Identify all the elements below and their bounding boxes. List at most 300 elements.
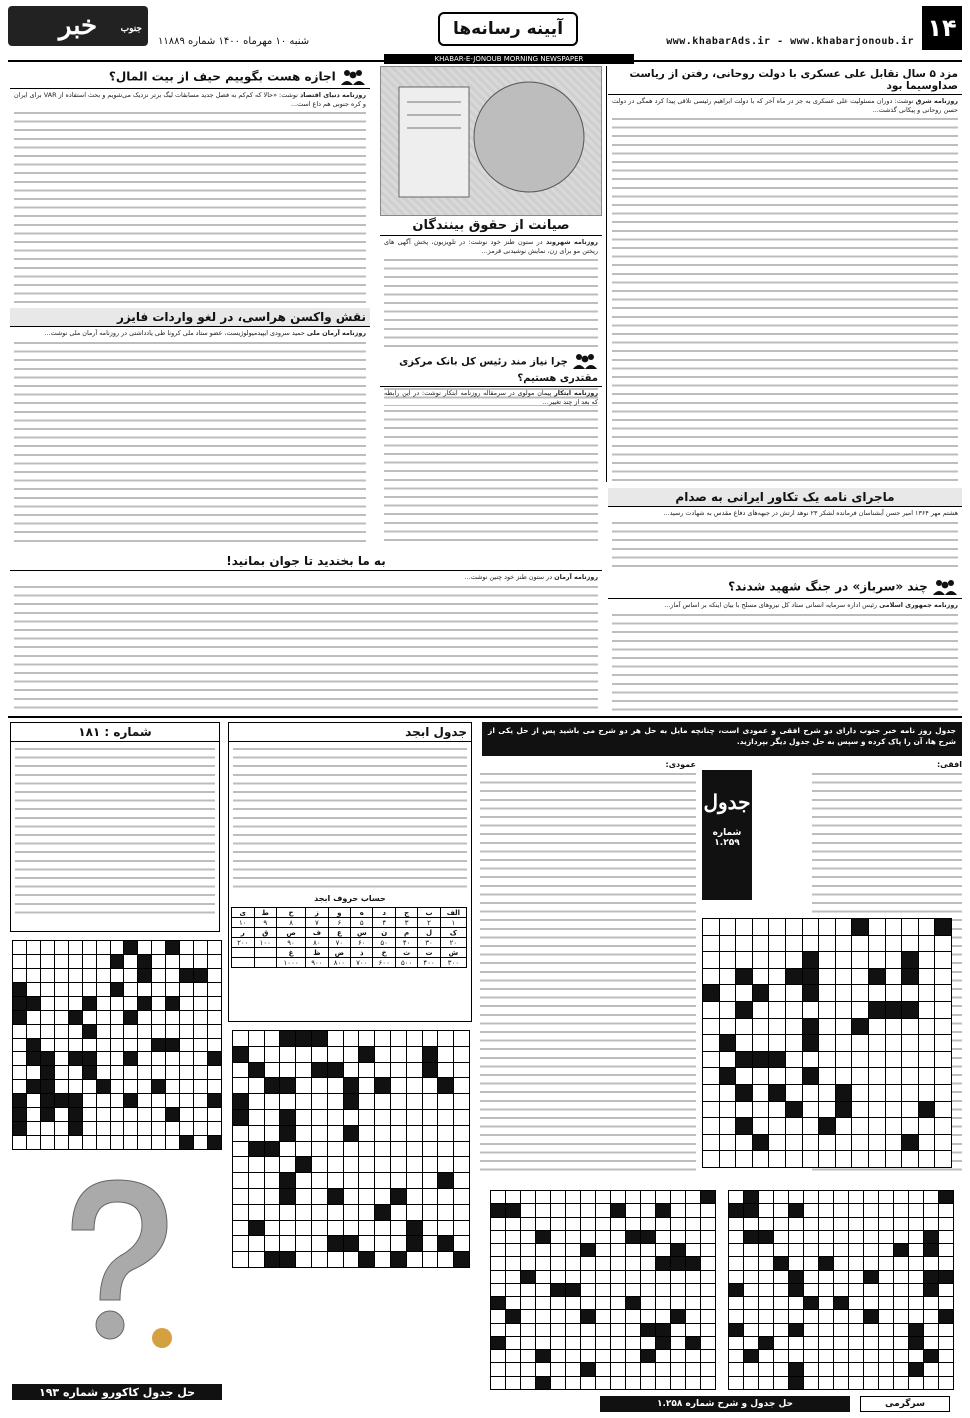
grid-cell[interactable] — [902, 1151, 918, 1167]
grid-cell[interactable] — [759, 1377, 773, 1389]
grid-cell[interactable] — [894, 1377, 908, 1389]
grid-cell[interactable] — [180, 1039, 193, 1052]
grid-cell[interactable] — [312, 1110, 327, 1125]
grid-cell[interactable] — [454, 1094, 469, 1109]
grid-cell[interactable] — [328, 1094, 343, 1109]
grid-cell[interactable] — [296, 1110, 311, 1125]
grid-cell[interactable] — [208, 1122, 221, 1135]
grid-cell[interactable] — [729, 1284, 743, 1296]
grid-cell[interactable] — [703, 1135, 719, 1151]
grid-cell[interactable] — [703, 1019, 719, 1035]
grid-cell[interactable] — [344, 1173, 359, 1188]
grid-cell[interactable] — [328, 1063, 343, 1078]
grid-cell[interactable] — [774, 1297, 788, 1309]
site-urls[interactable]: www.khabarAds.ir - www.khabarjonoub.ir — [666, 36, 914, 47]
grid-cell[interactable] — [786, 985, 802, 1001]
grid-cell[interactable] — [208, 1080, 221, 1093]
grid-cell[interactable] — [939, 1337, 953, 1349]
grid-cell[interactable] — [686, 1271, 700, 1283]
grid-cell[interactable] — [769, 1085, 785, 1101]
grid-cell[interactable] — [124, 1039, 137, 1052]
grid-cell[interactable] — [729, 1271, 743, 1283]
grid-cell[interactable] — [194, 1080, 207, 1093]
grid-cell[interactable] — [703, 969, 719, 985]
grid-cell[interactable] — [879, 1337, 893, 1349]
grid-cell[interactable] — [454, 1221, 469, 1236]
grid-cell[interactable] — [536, 1191, 550, 1203]
grid-cell[interactable] — [111, 1025, 124, 1038]
grid-cell[interactable] — [701, 1231, 715, 1243]
grid-cell[interactable] — [879, 1350, 893, 1362]
grid-cell[interactable] — [265, 1221, 280, 1236]
grid-cell[interactable] — [753, 1135, 769, 1151]
grid-cell[interactable] — [919, 1118, 935, 1134]
grid-cell[interactable] — [626, 1324, 640, 1336]
grid-cell[interactable] — [786, 1035, 802, 1051]
grid-cell[interactable] — [359, 1094, 374, 1109]
grid-cell[interactable] — [819, 1102, 835, 1118]
grid-cell[interactable] — [83, 983, 96, 996]
grid-cell[interactable] — [834, 1284, 848, 1296]
grid-cell[interactable] — [344, 1094, 359, 1109]
grid-cell[interactable] — [328, 1110, 343, 1125]
grid-cell[interactable] — [909, 1284, 923, 1296]
grid-cell[interactable] — [55, 1066, 68, 1079]
grid-cell[interactable] — [194, 983, 207, 996]
grid-cell[interactable] — [849, 1257, 863, 1269]
grid-cell[interactable] — [902, 919, 918, 935]
grid-cell[interactable] — [407, 1126, 422, 1141]
grid-cell[interactable] — [701, 1297, 715, 1309]
grid-cell[interactable] — [97, 983, 110, 996]
grid-cell[interactable] — [438, 1236, 453, 1251]
grid-cell[interactable] — [803, 985, 819, 1001]
grid-cell[interactable] — [924, 1191, 938, 1203]
grid-cell[interactable] — [789, 1363, 803, 1375]
grid-cell[interactable] — [819, 1310, 833, 1322]
grid-cell[interactable] — [686, 1363, 700, 1375]
grid-cell[interactable] — [328, 1142, 343, 1157]
grid-cell[interactable] — [744, 1377, 758, 1389]
grid-cell[interactable] — [879, 1377, 893, 1389]
grid-cell[interactable] — [736, 985, 752, 1001]
grid-cell[interactable] — [852, 952, 868, 968]
grid-cell[interactable] — [375, 1173, 390, 1188]
grid-cell[interactable] — [939, 1284, 953, 1296]
grid-cell[interactable] — [312, 1221, 327, 1236]
grid-cell[interactable] — [423, 1047, 438, 1062]
grid-cell[interactable] — [13, 941, 26, 954]
grid-cell[interactable] — [55, 1122, 68, 1135]
grid-cell[interactable] — [919, 1052, 935, 1068]
grid-cell[interactable] — [506, 1231, 520, 1243]
grid-cell[interactable] — [194, 1108, 207, 1121]
grid-cell[interactable] — [939, 1191, 953, 1203]
grid-cell[interactable] — [55, 969, 68, 982]
grid-cell[interactable] — [774, 1204, 788, 1216]
grid-cell[interactable] — [736, 1102, 752, 1118]
grid-cell[interactable] — [909, 1377, 923, 1389]
grid-cell[interactable] — [521, 1204, 535, 1216]
grid-cell[interactable] — [581, 1244, 595, 1256]
grid-cell[interactable] — [280, 1094, 295, 1109]
grid-cell[interactable] — [656, 1204, 670, 1216]
grid-cell[interactable] — [328, 1173, 343, 1188]
grid-cell[interactable] — [919, 919, 935, 935]
grid-cell[interactable] — [491, 1324, 505, 1336]
grid-cell[interactable] — [124, 1066, 137, 1079]
grid-cell[interactable] — [328, 1157, 343, 1172]
grid-cell[interactable] — [454, 1236, 469, 1251]
grid-cell[interactable] — [701, 1337, 715, 1349]
grid-cell[interactable] — [935, 952, 951, 968]
grid-cell[interactable] — [166, 955, 179, 968]
grid-cell[interactable] — [935, 936, 951, 952]
grid-cell[interactable] — [769, 1068, 785, 1084]
grid-cell[interactable] — [626, 1218, 640, 1230]
grid-cell[interactable] — [902, 985, 918, 1001]
grid-cell[interactable] — [194, 1122, 207, 1135]
grid-cell[interactable] — [97, 1136, 110, 1149]
grid-cell[interactable] — [166, 1094, 179, 1107]
grid-cell[interactable] — [641, 1244, 655, 1256]
grid-cell[interactable] — [280, 1063, 295, 1078]
grid-cell[interactable] — [83, 1108, 96, 1121]
grid-cell[interactable] — [194, 1011, 207, 1024]
grid-cell[interactable] — [804, 1218, 818, 1230]
grid-cell[interactable] — [886, 1085, 902, 1101]
grid-cell[interactable] — [919, 1085, 935, 1101]
grid-cell[interactable] — [124, 1025, 137, 1038]
grid-cell[interactable] — [344, 1252, 359, 1267]
grid-cell[interactable] — [753, 969, 769, 985]
grid-cell[interactable] — [753, 1151, 769, 1167]
grid-cell[interactable] — [312, 1078, 327, 1093]
grid-cell[interactable] — [438, 1189, 453, 1204]
grid-cell[interactable] — [97, 969, 110, 982]
grid-cell[interactable] — [344, 1221, 359, 1236]
grid-cell[interactable] — [312, 1063, 327, 1078]
grid-cell[interactable] — [391, 1189, 406, 1204]
grid-cell[interactable] — [744, 1257, 758, 1269]
grid-cell[interactable] — [879, 1271, 893, 1283]
grid-cell[interactable] — [611, 1244, 625, 1256]
grid-cell[interactable] — [438, 1047, 453, 1062]
grid-cell[interactable] — [536, 1218, 550, 1230]
grid-cell[interactable] — [935, 1002, 951, 1018]
grid-cell[interactable] — [803, 1002, 819, 1018]
grid-cell[interactable] — [834, 1310, 848, 1322]
grid-cell[interactable] — [521, 1284, 535, 1296]
grid-cell[interactable] — [551, 1271, 565, 1283]
grid-cell[interactable] — [521, 1297, 535, 1309]
grid-cell[interactable] — [703, 1085, 719, 1101]
grid-cell[interactable] — [454, 1110, 469, 1125]
grid-cell[interactable] — [902, 1052, 918, 1068]
grid-cell[interactable] — [774, 1257, 788, 1269]
grid-cell[interactable] — [834, 1257, 848, 1269]
grid-cell[interactable] — [69, 997, 82, 1010]
grid-cell[interactable] — [819, 1363, 833, 1375]
grid-cell[interactable] — [729, 1350, 743, 1362]
grid-cell[interactable] — [939, 1363, 953, 1375]
grid-cell[interactable] — [886, 1068, 902, 1084]
grid-cell[interactable] — [753, 985, 769, 1001]
grid-cell[interactable] — [879, 1284, 893, 1296]
grid-cell[interactable] — [344, 1205, 359, 1220]
grid-cell[interactable] — [521, 1191, 535, 1203]
grid-cell[interactable] — [919, 969, 935, 985]
grid-cell[interactable] — [819, 1324, 833, 1336]
grid-cell[interactable] — [111, 997, 124, 1010]
grid-cell[interactable] — [391, 1078, 406, 1093]
grid-cell[interactable] — [280, 1221, 295, 1236]
grid-cell[interactable] — [344, 1078, 359, 1093]
grid-cell[interactable] — [789, 1244, 803, 1256]
grid-cell[interactable] — [849, 1363, 863, 1375]
grid-cell[interactable] — [41, 1136, 54, 1149]
grid-cell[interactable] — [491, 1363, 505, 1375]
grid-cell[interactable] — [869, 936, 885, 952]
grid-cell[interactable] — [804, 1231, 818, 1243]
grid-cell[interactable] — [611, 1324, 625, 1336]
grid-cell[interactable] — [27, 1080, 40, 1093]
grid-cell[interactable] — [671, 1271, 685, 1283]
grid-cell[interactable] — [819, 1350, 833, 1362]
grid-cell[interactable] — [208, 941, 221, 954]
grid-cell[interactable] — [703, 952, 719, 968]
grid-cell[interactable] — [769, 1019, 785, 1035]
crossword-grid-main[interactable] — [702, 918, 952, 1168]
grid-cell[interactable] — [265, 1063, 280, 1078]
grid-cell[interactable] — [611, 1377, 625, 1389]
grid-cell[interactable] — [551, 1310, 565, 1322]
grid-cell[interactable] — [919, 1035, 935, 1051]
grid-cell[interactable] — [581, 1324, 595, 1336]
grid-cell[interactable] — [849, 1297, 863, 1309]
grid-cell[interactable] — [753, 1102, 769, 1118]
kakuro-grid[interactable] — [12, 940, 222, 1150]
grid-cell[interactable] — [233, 1094, 248, 1109]
crossword-grid-b[interactable] — [232, 1030, 470, 1268]
grid-cell[interactable] — [803, 1118, 819, 1134]
grid-cell[interactable] — [671, 1257, 685, 1269]
grid-cell[interactable] — [13, 1039, 26, 1052]
grid-cell[interactable] — [819, 1002, 835, 1018]
grid-cell[interactable] — [328, 1078, 343, 1093]
grid-cell[interactable] — [566, 1284, 580, 1296]
grid-cell[interactable] — [834, 1324, 848, 1336]
grid-cell[interactable] — [819, 1191, 833, 1203]
grid-cell[interactable] — [852, 936, 868, 952]
grid-cell[interactable] — [375, 1078, 390, 1093]
grid-cell[interactable] — [804, 1191, 818, 1203]
grid-cell[interactable] — [566, 1337, 580, 1349]
grid-cell[interactable] — [454, 1078, 469, 1093]
grid-cell[interactable] — [407, 1252, 422, 1267]
grid-cell[interactable] — [759, 1271, 773, 1283]
grid-cell[interactable] — [296, 1047, 311, 1062]
grid-cell[interactable] — [641, 1271, 655, 1283]
grid-cell[interactable] — [97, 1066, 110, 1079]
grid-cell[interactable] — [869, 1068, 885, 1084]
grid-cell[interactable] — [423, 1205, 438, 1220]
grid-cell[interactable] — [249, 1047, 264, 1062]
grid-cell[interactable] — [55, 1039, 68, 1052]
grid-cell[interactable] — [454, 1173, 469, 1188]
grid-cell[interactable] — [375, 1142, 390, 1157]
grid-cell[interactable] — [27, 1025, 40, 1038]
grid-cell[interactable] — [789, 1271, 803, 1283]
grid-cell[interactable] — [686, 1337, 700, 1349]
grid-cell[interactable] — [759, 1244, 773, 1256]
grid-cell[interactable] — [939, 1257, 953, 1269]
grid-cell[interactable] — [834, 1204, 848, 1216]
grid-cell[interactable] — [744, 1297, 758, 1309]
grid-cell[interactable] — [265, 1078, 280, 1093]
grid-cell[interactable] — [55, 955, 68, 968]
grid-cell[interactable] — [359, 1142, 374, 1157]
grid-cell[interactable] — [249, 1031, 264, 1046]
grid-cell[interactable] — [935, 1068, 951, 1084]
grid-cell[interactable] — [786, 1002, 802, 1018]
grid-cell[interactable] — [656, 1284, 670, 1296]
grid-cell[interactable] — [753, 952, 769, 968]
grid-cell[interactable] — [13, 1011, 26, 1024]
grid-cell[interactable] — [836, 1118, 852, 1134]
grid-cell[interactable] — [423, 1173, 438, 1188]
grid-cell[interactable] — [138, 969, 151, 982]
grid-cell[interactable] — [864, 1297, 878, 1309]
grid-cell[interactable] — [208, 983, 221, 996]
grid-cell[interactable] — [521, 1337, 535, 1349]
grid-cell[interactable] — [852, 919, 868, 935]
grid-cell[interactable] — [265, 1047, 280, 1062]
grid-cell[interactable] — [344, 1142, 359, 1157]
grid-cell[interactable] — [166, 997, 179, 1010]
grid-cell[interactable] — [729, 1257, 743, 1269]
grid-cell[interactable] — [375, 1221, 390, 1236]
grid-cell[interactable] — [909, 1257, 923, 1269]
grid-cell[interactable] — [69, 969, 82, 982]
grid-cell[interactable] — [312, 1031, 327, 1046]
grid-cell[interactable] — [438, 1157, 453, 1172]
grid-cell[interactable] — [166, 1122, 179, 1135]
grid-cell[interactable] — [312, 1094, 327, 1109]
grid-cell[interactable] — [720, 985, 736, 1001]
grid-cell[interactable] — [626, 1191, 640, 1203]
grid-cell[interactable] — [596, 1244, 610, 1256]
grid-cell[interactable] — [41, 1122, 54, 1135]
grid-cell[interactable] — [328, 1047, 343, 1062]
grid-cell[interactable] — [491, 1191, 505, 1203]
grid-cell[interactable] — [180, 1108, 193, 1121]
grid-cell[interactable] — [296, 1157, 311, 1172]
grid-cell[interactable] — [924, 1231, 938, 1243]
grid-cell[interactable] — [41, 1108, 54, 1121]
grid-cell[interactable] — [864, 1191, 878, 1203]
grid-cell[interactable] — [312, 1173, 327, 1188]
grid-cell[interactable] — [879, 1363, 893, 1375]
grid-cell[interactable] — [249, 1063, 264, 1078]
grid-cell[interactable] — [454, 1047, 469, 1062]
grid-cell[interactable] — [803, 919, 819, 935]
grid-cell[interactable] — [536, 1363, 550, 1375]
grid-cell[interactable] — [819, 985, 835, 1001]
grid-cell[interactable] — [138, 1080, 151, 1093]
grid-cell[interactable] — [819, 1244, 833, 1256]
grid-cell[interactable] — [759, 1231, 773, 1243]
grid-cell[interactable] — [671, 1191, 685, 1203]
grid-cell[interactable] — [41, 955, 54, 968]
grid-cell[interactable] — [551, 1363, 565, 1375]
grid-cell[interactable] — [581, 1310, 595, 1322]
grid-cell[interactable] — [249, 1126, 264, 1141]
grid-cell[interactable] — [375, 1189, 390, 1204]
grid-cell[interactable] — [701, 1324, 715, 1336]
grid-cell[interactable] — [849, 1350, 863, 1362]
grid-cell[interactable] — [296, 1142, 311, 1157]
grid-cell[interactable] — [265, 1157, 280, 1172]
grid-cell[interactable] — [729, 1218, 743, 1230]
grid-cell[interactable] — [744, 1324, 758, 1336]
grid-cell[interactable] — [166, 1136, 179, 1149]
grid-cell[interactable] — [13, 955, 26, 968]
grid-cell[interactable] — [894, 1191, 908, 1203]
grid-cell[interactable] — [864, 1377, 878, 1389]
grid-cell[interactable] — [759, 1363, 773, 1375]
grid-cell[interactable] — [13, 1080, 26, 1093]
grid-cell[interactable] — [789, 1350, 803, 1362]
grid-cell[interactable] — [641, 1297, 655, 1309]
grid-cell[interactable] — [344, 1047, 359, 1062]
grid-cell[interactable] — [391, 1031, 406, 1046]
grid-cell[interactable] — [491, 1377, 505, 1389]
grid-cell[interactable] — [438, 1126, 453, 1141]
grid-cell[interactable] — [902, 952, 918, 968]
grid-cell[interactable] — [208, 955, 221, 968]
grid-cell[interactable] — [596, 1231, 610, 1243]
grid-cell[interactable] — [803, 1135, 819, 1151]
grid-cell[interactable] — [935, 1035, 951, 1051]
grid-cell[interactable] — [819, 919, 835, 935]
grid-cell[interactable] — [152, 983, 165, 996]
grid-cell[interactable] — [803, 1085, 819, 1101]
grid-cell[interactable] — [454, 1205, 469, 1220]
grid-cell[interactable] — [166, 941, 179, 954]
grid-cell[interactable] — [359, 1221, 374, 1236]
grid-cell[interactable] — [886, 969, 902, 985]
grid-cell[interactable] — [407, 1047, 422, 1062]
grid-cell[interactable] — [744, 1284, 758, 1296]
grid-cell[interactable] — [919, 1151, 935, 1167]
grid-cell[interactable] — [280, 1252, 295, 1267]
grid-cell[interactable] — [41, 1052, 54, 1065]
grid-cell[interactable] — [804, 1204, 818, 1216]
grid-cell[interactable] — [280, 1189, 295, 1204]
grid-cell[interactable] — [521, 1377, 535, 1389]
grid-cell[interactable] — [886, 952, 902, 968]
grid-cell[interactable] — [909, 1271, 923, 1283]
grid-cell[interactable] — [720, 1135, 736, 1151]
grid-cell[interactable] — [919, 1102, 935, 1118]
grid-cell[interactable] — [886, 1102, 902, 1118]
grid-cell[interactable] — [97, 955, 110, 968]
grid-cell[interactable] — [138, 1122, 151, 1135]
grid-cell[interactable] — [774, 1337, 788, 1349]
grid-cell[interactable] — [656, 1231, 670, 1243]
grid-cell[interactable] — [836, 1085, 852, 1101]
